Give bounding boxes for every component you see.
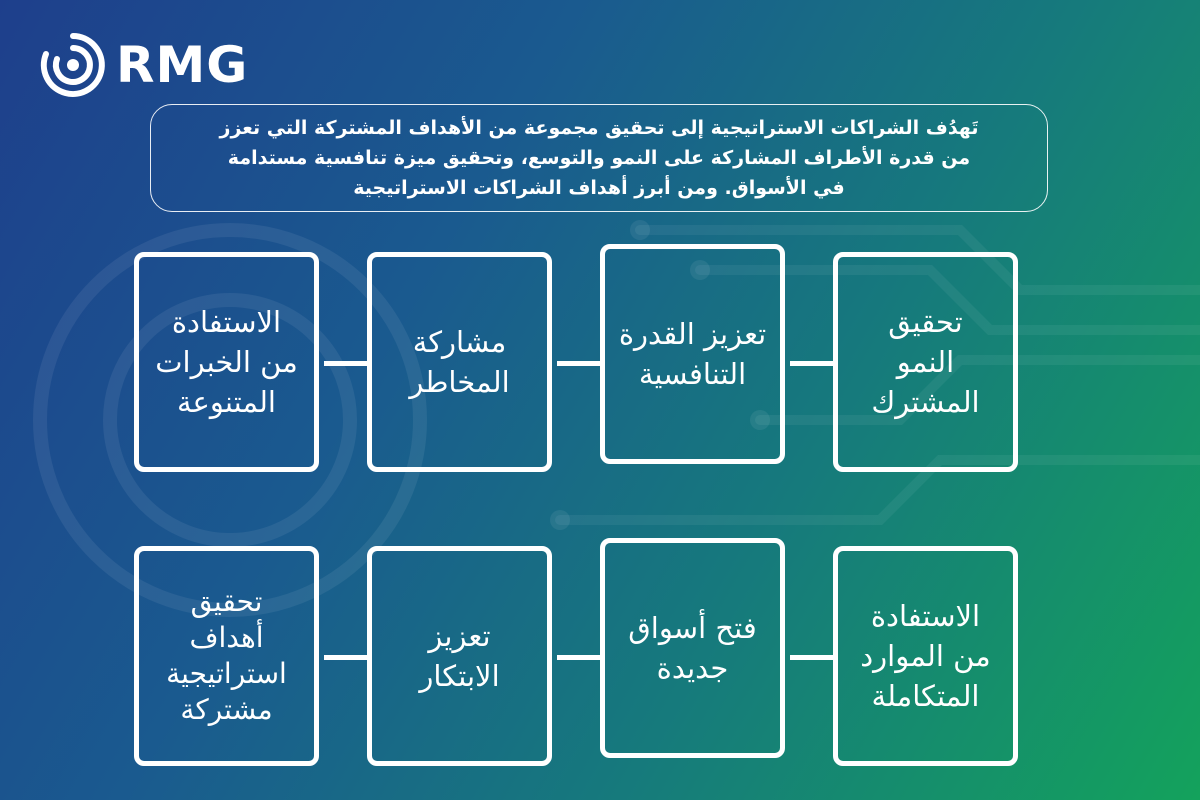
connector-line: [324, 655, 370, 660]
goal-box-integrated-resources: [833, 546, 1018, 766]
goal-box-diverse-expertise: [134, 252, 319, 472]
intro-line: في الأسواق. ومن أبرز أهداف الشراكات الاستراتيجية: [353, 177, 845, 199]
intro-paragraph: [220, 113, 979, 203]
goal-box-competitiveness: [600, 244, 785, 464]
goal-label: الاستفادة من الخبرات المتنوعة: [155, 305, 298, 419]
brand-logo: [38, 30, 248, 100]
goal-box-new-markets: [600, 538, 785, 758]
goal-box-risk-sharing: [367, 252, 552, 472]
connector-line: [324, 361, 370, 366]
goal-box-strategic-goals: [134, 546, 319, 766]
intro-box: [150, 104, 1048, 212]
rmg-swirl-icon: [38, 30, 108, 100]
intro-line: تَهدُف الشراكات الاستراتيجية إلى تحقيق مجموعة من الأهداف المشتركة التي تعزز: [219, 117, 979, 139]
connector-line: [557, 655, 603, 660]
goal-label: مشاركة المخاطر: [409, 325, 510, 399]
goal-label: تعزيز الابتكار: [419, 619, 500, 693]
goal-label: تعزيز القدرة التنافسية: [618, 317, 767, 391]
connector-line: [557, 361, 603, 366]
goal-label: تحقيق أهداف استراتيجية مشتركة: [166, 585, 287, 726]
connector-line: [790, 361, 836, 366]
goal-box-innovation: [367, 546, 552, 766]
goal-label: الاستفادة من الموارد المتكاملة: [860, 599, 991, 713]
connector-line: [790, 655, 836, 660]
intro-line: من قدرة الأطراف المشاركة على النمو والتوسع، وتحقيق ميزة تنافسية مستدامة: [227, 147, 971, 169]
brand-name: RMG: [116, 36, 249, 94]
goal-label: تحقيق النمو المشترك: [871, 305, 980, 419]
goal-box-shared-growth: [833, 252, 1018, 472]
goal-label: فتح أسواق جديدة: [628, 611, 757, 685]
